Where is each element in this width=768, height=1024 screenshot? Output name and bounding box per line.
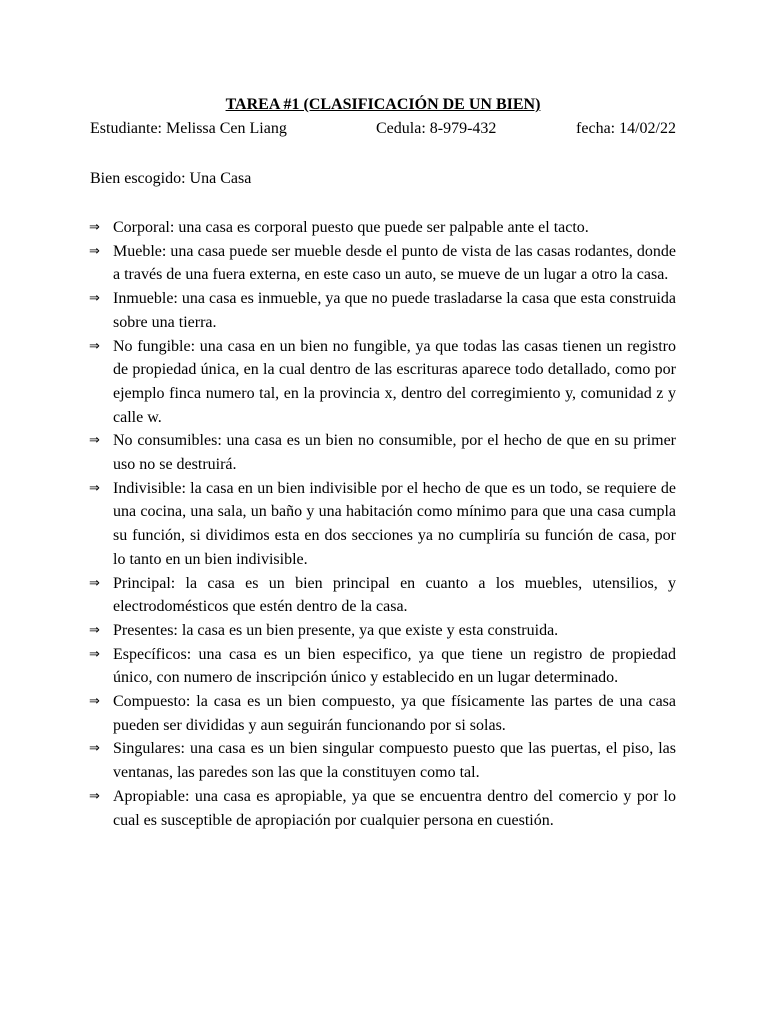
list-item — [90, 572, 676, 619]
list-item-text: Inmueble: una casa es inmueble, ya que no puede trasladarse la casa que esta construida sobre una tierra. — [113, 290, 676, 331]
list-item — [90, 477, 676, 572]
arrow-bullet-icon: ⇒ — [89, 220, 100, 235]
arrow-bullet-icon: ⇒ — [89, 243, 100, 259]
arrow-bullet-icon: ⇒ — [89, 480, 100, 496]
list-item-text: Principal: la casa es un bien principal en cuanto a los muebles, utensilios, y electrodomésticos que estén dentro de la casa. — [113, 574, 676, 616]
list-item-text: Presentes: la casa es un bien presente, ya que existe y esta construida. — [113, 621, 559, 639]
arrow-bullet-icon: ⇒ — [89, 646, 100, 662]
list-item-text: No consumibles: una casa es un bien no consumible, por el hecho de que en su primer uso no se destruirá. — [113, 432, 676, 474]
list-item-text: No fungible: una casa en un bien no fungible, ya que todas las casas tienen un registro de propiedad única, en la cual dentro de las escrituras aparece todo detallado, como por ejemplo finca numero tal, en la provincia x, dentro del corregimiento y, comunidad z y calle w. — [113, 337, 676, 426]
list-item — [90, 690, 676, 737]
list-item-text: Indivisible: la casa en un bien indivisible por el hecho de que es un todo, se requiere de una cocina, una sala, un baño y una habitación como mínimo para que una casa cumpla su función, si dividimos esta en dos secciones ya no cumpliría su función de casa, por lo tanto en un bien indivisible. — [113, 479, 676, 568]
arrow-bullet-icon: ⇒ — [89, 694, 100, 710]
list-item-text: Compuesto: la casa es un bien compuesto, ya que físicamente las partes de una casa pueden ser divididas y aun seguirán funcionando por si solas. — [113, 693, 676, 734]
list-item-text: Singulares: una casa es un bien singular compuesto puesto que las puertas, el piso, las ventanas, las paredes son las que la constituyen como tal. — [113, 740, 676, 782]
list-item — [90, 287, 676, 334]
chosen-good: Bien escogido: Una Casa — [90, 170, 252, 187]
list-item-text: Corporal: una casa es corporal puesto que puede ser palpable ante el tacto. — [113, 219, 589, 236]
list-item-text: Apropiable: una casa es apropiable, ya que se encuentra dentro del comercio y por lo cual es susceptible de apropiación por cualquier persona en cuestión. — [113, 787, 676, 829]
document-date: fecha: 14/02/22 — [576, 120, 676, 137]
list-item — [90, 240, 676, 287]
list-item — [90, 429, 676, 476]
student-cedula: Cedula: 8-979-432 — [376, 120, 497, 137]
student-info-line — [90, 117, 676, 141]
document-body — [90, 93, 676, 832]
classification-list — [90, 216, 676, 832]
document-title: TAREA #1 (CLASIFICACIÓN DE UN BIEN) — [225, 96, 541, 113]
list-item — [90, 785, 676, 832]
list-item — [90, 619, 676, 643]
arrow-bullet-icon: ⇒ — [89, 622, 100, 638]
list-item — [90, 643, 676, 690]
list-item — [90, 737, 676, 784]
list-item-text: Específicos: una casa es un bien especifico, ya que tiene un registro de propiedad único, con numero de inscripción único y establecido en un lugar determinado. — [113, 645, 676, 687]
arrow-bullet-icon: ⇒ — [89, 788, 100, 804]
arrow-bullet-icon: ⇒ — [89, 291, 100, 307]
arrow-bullet-icon: ⇒ — [89, 741, 100, 757]
arrow-bullet-icon: ⇒ — [89, 338, 100, 354]
arrow-bullet-icon: ⇒ — [89, 433, 100, 449]
student-name: Estudiante: Melissa Cen Liang — [90, 120, 287, 137]
list-item — [90, 335, 676, 430]
arrow-bullet-icon: ⇒ — [89, 575, 100, 591]
list-item-text: Mueble: una casa puede ser mueble desde el punto de vista de las casas rodantes, donde a través de una fuera externa, en este caso un auto, se mueve de un lugar a otro la casa. — [113, 242, 676, 284]
list-item — [90, 216, 676, 240]
